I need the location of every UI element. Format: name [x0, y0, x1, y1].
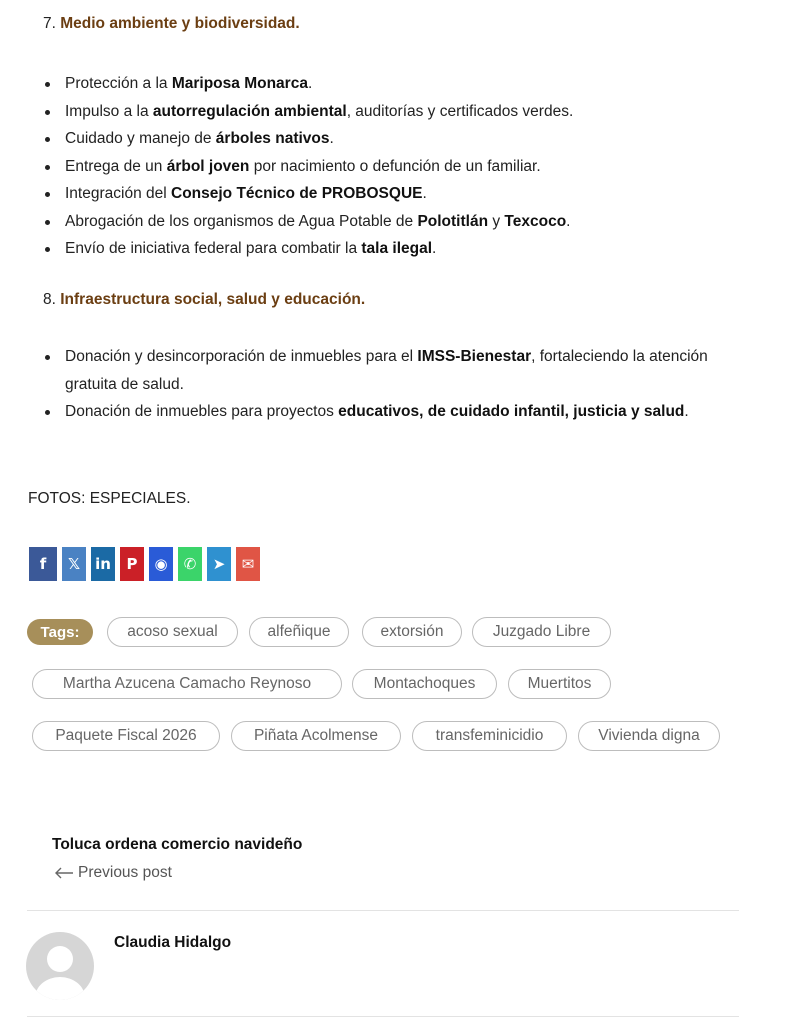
- tag-link[interactable]: Martha Azucena Camacho Reynoso: [32, 669, 342, 699]
- bold-text: Polotitlán: [417, 212, 489, 230]
- section-7-number: 7.: [43, 15, 56, 32]
- section-7-list: [65, 70, 755, 263]
- text: Entrega de un: [65, 157, 167, 175]
- author-avatar[interactable]: [26, 932, 94, 1000]
- facebook-share-button[interactable]: f: [29, 547, 57, 581]
- arrow-left-icon: [54, 867, 74, 879]
- default-avatar-icon: [26, 932, 94, 1000]
- text: Abrogación de los organismos de Agua Potable de: [65, 212, 418, 230]
- tags-label: Tags:: [27, 619, 93, 645]
- tag-link[interactable]: Montachoques: [352, 669, 497, 699]
- section-8-number: 8.: [43, 291, 56, 308]
- text: , fortaleciendo la atención gratuita de salud.: [65, 348, 708, 393]
- previous-post-title[interactable]: Toluca ordena comercio navideño: [52, 836, 303, 853]
- bold-text: árboles nativos: [215, 130, 330, 147]
- messenger-share-button[interactable]: ◉: [149, 547, 173, 581]
- photo-credits: FOTOS: ESPECIALES.: [28, 490, 191, 507]
- bold-text: árbol joven: [166, 157, 250, 175]
- text: .: [684, 403, 689, 420]
- tag-link[interactable]: transfeminicidio: [412, 721, 567, 751]
- divider: [27, 1016, 739, 1017]
- bold-text: Texcoco: [504, 212, 567, 230]
- text: .: [432, 240, 437, 257]
- list-item: [65, 343, 755, 398]
- text: Integración del: [65, 185, 171, 202]
- text: , auditorías y certificados verdes.: [346, 102, 574, 120]
- list-item: [65, 153, 755, 181]
- tag-link[interactable]: Muertitos: [508, 669, 611, 699]
- tag-link[interactable]: Piñata Acolmense: [231, 721, 401, 751]
- text: Cuidado y manejo de: [65, 130, 216, 147]
- bold-text: IMSS-Bienestar: [417, 348, 532, 365]
- tag-link[interactable]: Juzgado Libre: [472, 617, 611, 647]
- tag-link[interactable]: extorsión: [362, 617, 462, 647]
- previous-post-label: Previous post: [78, 864, 172, 881]
- tag-link[interactable]: alfeñique: [249, 617, 349, 647]
- list-item: [65, 70, 755, 98]
- text: Protección a la: [65, 75, 172, 92]
- bold-text: educativos, de cuidado infantil, justicia y salud: [338, 403, 685, 420]
- text: .: [422, 185, 427, 202]
- text: .: [329, 130, 334, 147]
- list-item: [65, 208, 755, 236]
- author-name[interactable]: Claudia Hidalgo: [114, 934, 232, 951]
- telegram-share-button[interactable]: ➤: [207, 547, 231, 581]
- section-8-heading: [43, 291, 365, 309]
- text: Envío de iniciativa federal para combatir la: [65, 240, 362, 257]
- divider: [27, 910, 739, 911]
- bold-text: Mariposa Monarca: [171, 75, 308, 92]
- bold-text: tala ilegal: [361, 240, 433, 257]
- text: Donación de inmuebles para proyectos: [65, 403, 339, 420]
- tag-link[interactable]: acoso sexual: [107, 617, 238, 647]
- list-item: [65, 398, 755, 426]
- pinterest-share-button[interactable]: P: [120, 547, 144, 581]
- x-share-button[interactable]: 𝕏: [62, 547, 86, 581]
- text: y: [488, 212, 505, 230]
- tag-link[interactable]: Vivienda digna: [578, 721, 720, 751]
- section-8-title: Infraestructura social, salud y educación.: [60, 291, 366, 308]
- tag-link[interactable]: Paquete Fiscal 2026: [32, 721, 220, 751]
- list-item: [65, 125, 755, 153]
- text: Donación y desincorporación de inmuebles para el: [65, 348, 418, 365]
- whatsapp-share-button[interactable]: ✆: [178, 547, 202, 581]
- text: Impulso a la: [65, 102, 153, 120]
- list-item: [65, 98, 755, 126]
- email-share-button[interactable]: ✉: [236, 547, 260, 581]
- section-7-title: Medio ambiente y biodiversidad.: [60, 15, 300, 32]
- bold-text: Consejo Técnico de PROBOSQUE: [171, 185, 423, 202]
- bold-text: autorregulación ambiental: [152, 102, 347, 120]
- text: por nacimiento o defunción de un familiar.: [249, 157, 541, 175]
- linkedin-share-button[interactable]: in: [91, 547, 115, 581]
- section-7-heading: [43, 15, 300, 33]
- share-bar: [29, 547, 260, 581]
- text: .: [566, 212, 571, 230]
- section-8-list: [65, 343, 755, 426]
- previous-post-link[interactable]: [54, 864, 172, 882]
- list-item: [65, 235, 755, 263]
- text: .: [307, 75, 313, 92]
- list-item: [65, 180, 755, 208]
